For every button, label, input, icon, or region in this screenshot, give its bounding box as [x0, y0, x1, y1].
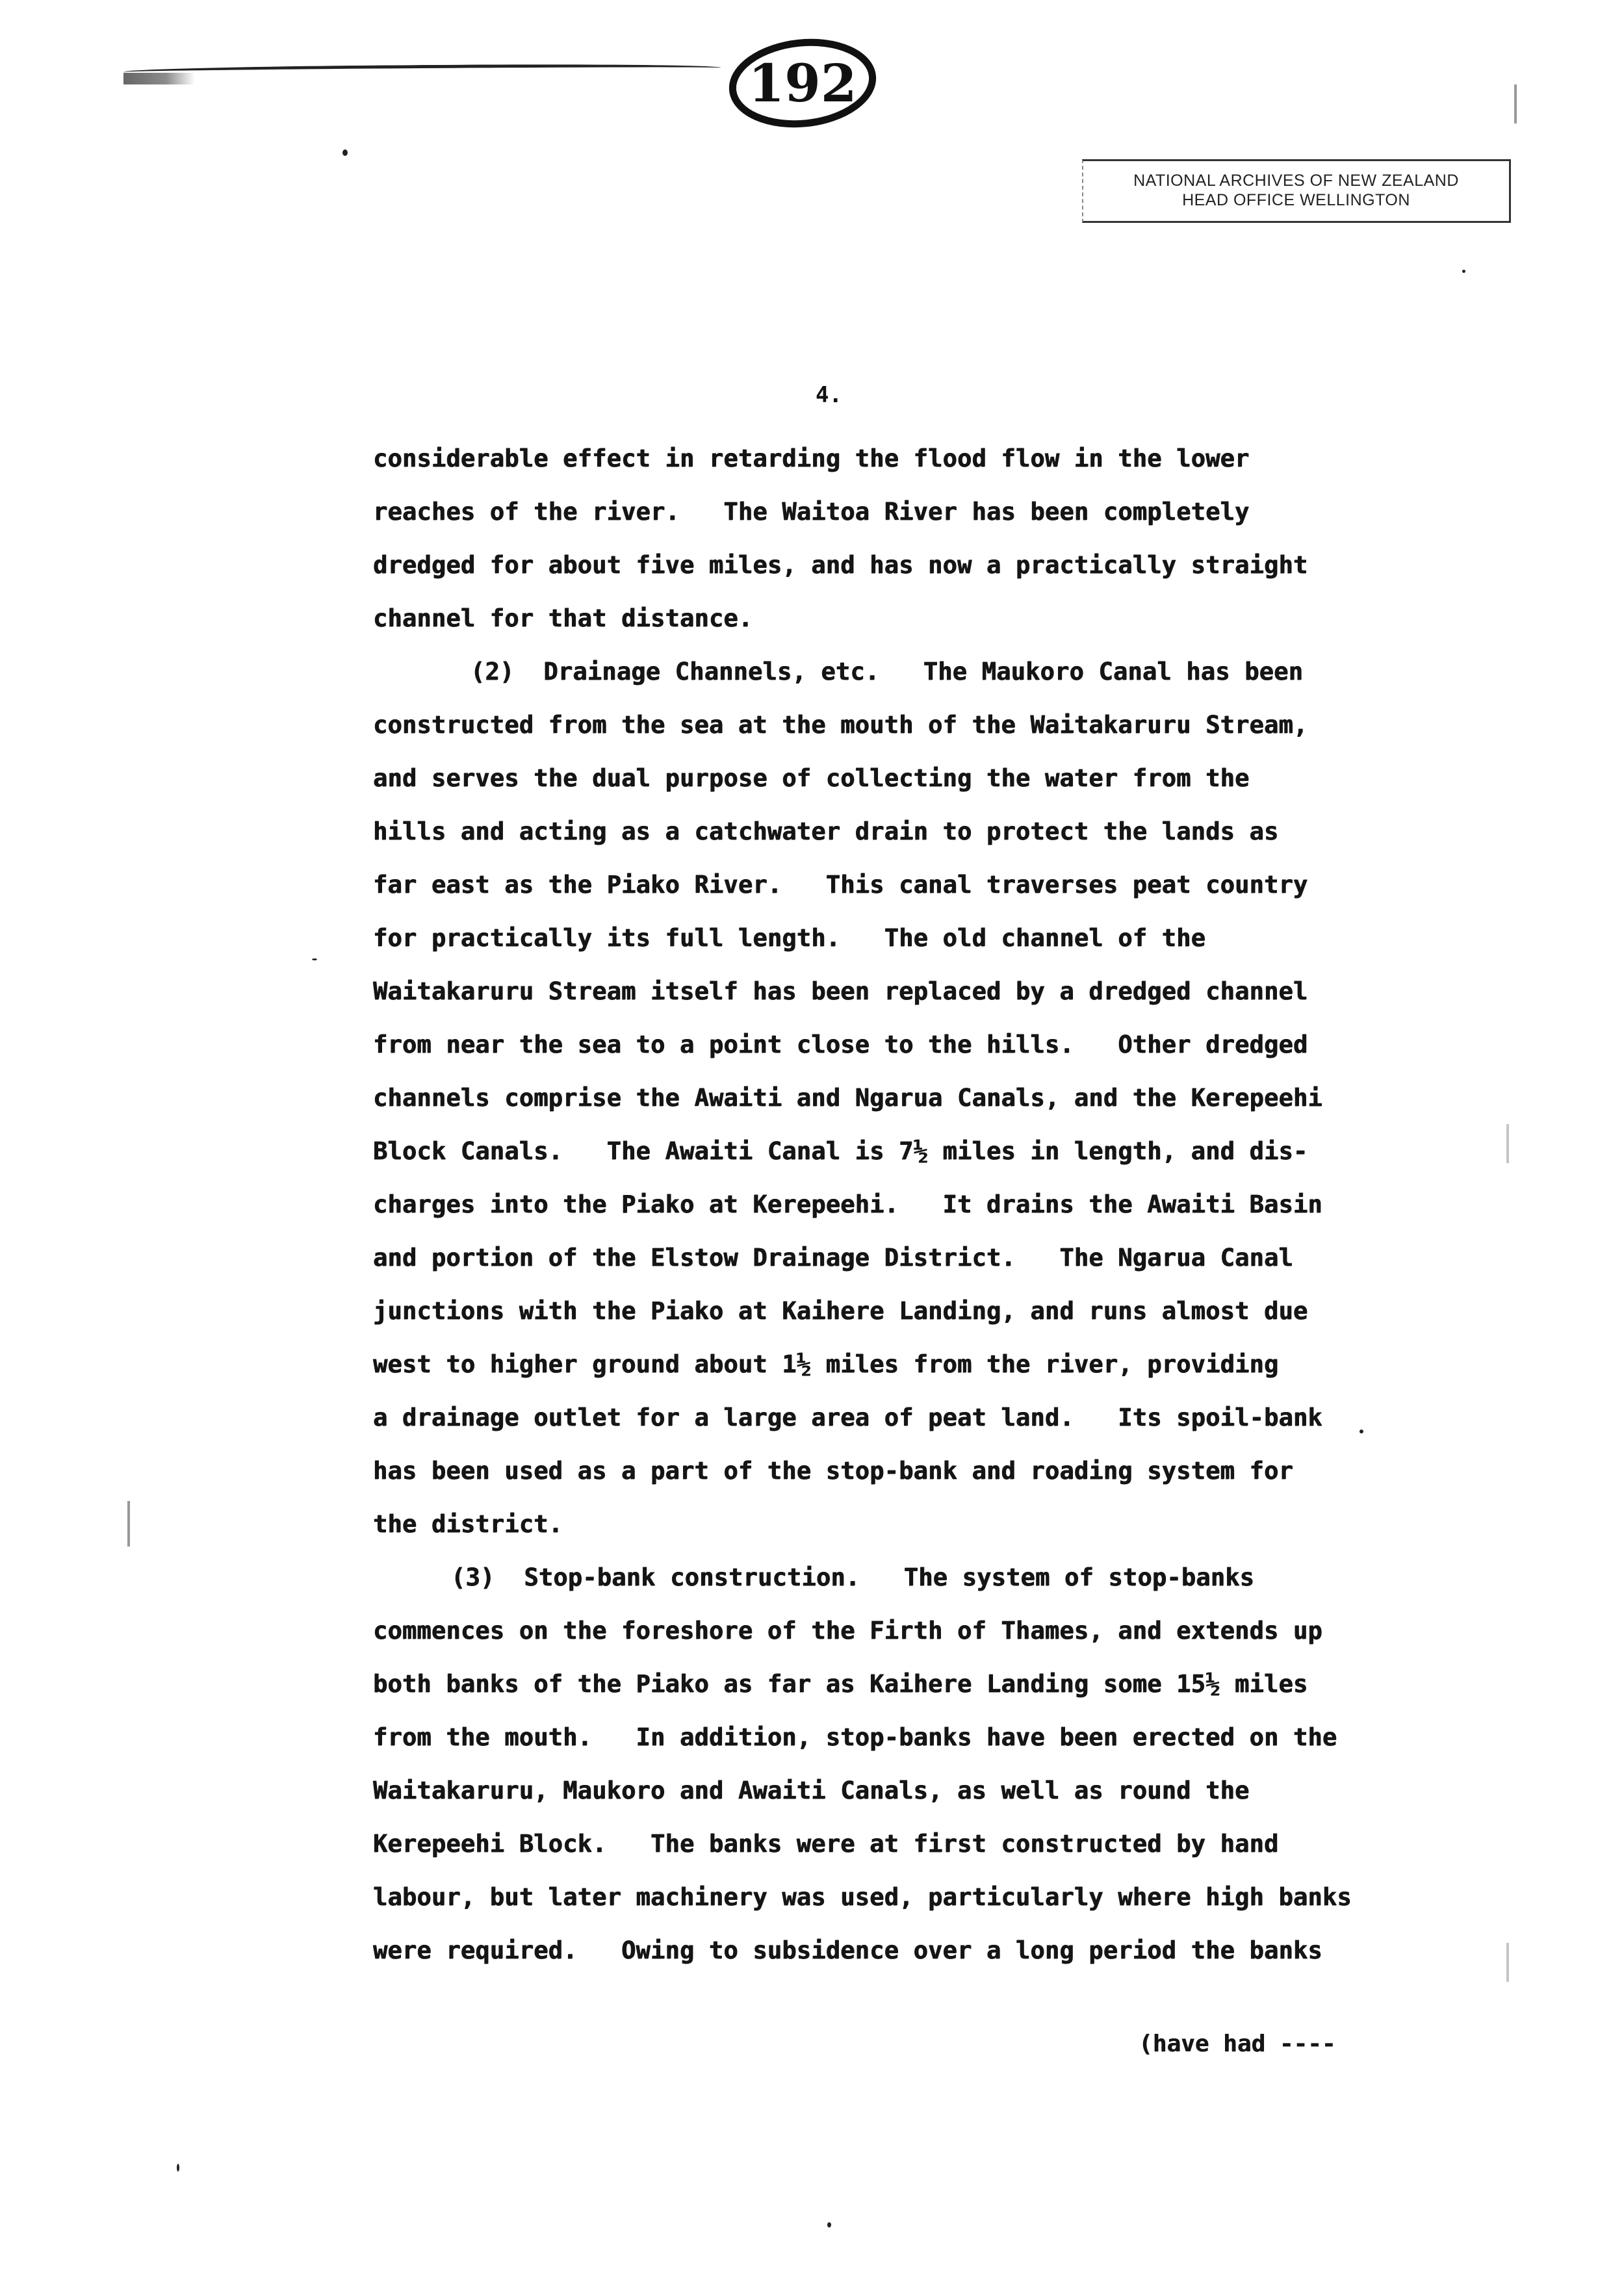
archive-stamp-line2: HEAD OFFICE WELLINGTON — [1182, 191, 1410, 209]
text-line: channels comprise the Awaiti and Ngarua Canals, and the Kerepeehi — [373, 1084, 1322, 1112]
text-line: has been used as a part of the stop-bank and roading system for — [373, 1457, 1293, 1485]
scan-speck — [1462, 270, 1465, 273]
text-line: from near the sea to a point close to the hills. Other dredged — [373, 1031, 1308, 1059]
text-line: channel for that distance. — [373, 604, 753, 632]
scan-smudge — [123, 73, 195, 84]
folio-stamp — [721, 31, 884, 138]
section-heading-line: (3) Stop-bank construction. The system of stop-banks — [451, 1563, 1255, 1591]
text-line: Waitakaruru Stream itself has been replaced by a dredged channel — [373, 977, 1308, 1005]
text-line: charges into the Piako at Kerepeehi. It drains the Awaiti Basin — [373, 1190, 1322, 1218]
continuation-catchword: (have had ---- — [1139, 2031, 1336, 2057]
text-line: Waitakaruru, Maukoro and Awaiti Canals, as well as round the — [373, 1777, 1250, 1804]
body-text — [373, 439, 1517, 1984]
text-line: a drainage outlet for a large area of peat land. Its spoil-bank — [373, 1404, 1322, 1431]
scan-speck — [177, 2164, 179, 2172]
text-line: dredged for about five miles, and has now a practically straight — [373, 551, 1308, 579]
text-line: considerable effect in retarding the flood flow in the lower — [373, 444, 1250, 472]
text-line: reaches of the river. The Waitoa River has been completely — [373, 498, 1250, 526]
scan-speck — [312, 958, 317, 960]
text-line: labour, but later machinery was used, particularly where high banks — [373, 1883, 1352, 1911]
scan-edge-line — [123, 63, 721, 77]
page-number: 4. — [816, 382, 842, 408]
text-line: Kerepeehi Block. The banks were at first constructed by hand — [373, 1830, 1279, 1858]
text-line: junctions with the Piako at Kaihere Landing, and runs almost due — [373, 1297, 1308, 1325]
text-line: hills and acting as a catchwater drain to protect the lands as — [373, 817, 1279, 845]
archive-stamp — [1082, 159, 1511, 223]
text-line: and serves the dual purpose of collecting the water from the — [373, 764, 1250, 792]
text-line: Block Canals. The Awaiti Canal is 7½ miles in length, and dis- — [373, 1137, 1308, 1165]
scan-speck — [342, 149, 348, 156]
text-line: were required. Owing to subsidence over a long period the banks — [373, 1936, 1322, 1964]
text-line: constructed from the sea at the mouth of the Waitakaruru Stream, — [373, 711, 1308, 739]
text-line: commences on the foreshore of the Firth of Thames, and extends up — [373, 1617, 1322, 1645]
text-line: both banks of the Piako as far as Kaihere Landing some 15½ miles — [373, 1670, 1308, 1698]
text-line: west to higher ground about 1½ miles from the river, providing — [373, 1350, 1279, 1378]
text-line: and portion of the Elstow Drainage District. The Ngarua Canal — [373, 1244, 1293, 1272]
scan-edge-mark — [1514, 84, 1517, 123]
text-line: from the mouth. In addition, stop-banks have been erected on the — [373, 1723, 1337, 1751]
archive-stamp-line1: NATIONAL ARCHIVES OF NEW ZEALAND — [1133, 172, 1459, 190]
text-line: the district. — [373, 1510, 563, 1538]
scan-edge-mark — [127, 1501, 130, 1546]
folio-number: 192 — [748, 53, 857, 114]
text-line: for practically its full length. The old channel of the — [373, 924, 1206, 952]
section-heading-line: (2) Drainage Channels, etc. The Maukoro Canal has been — [470, 658, 1304, 686]
scan-speck — [827, 2222, 831, 2227]
text-line: far east as the Piako River. This canal traverses peat country — [373, 871, 1308, 899]
